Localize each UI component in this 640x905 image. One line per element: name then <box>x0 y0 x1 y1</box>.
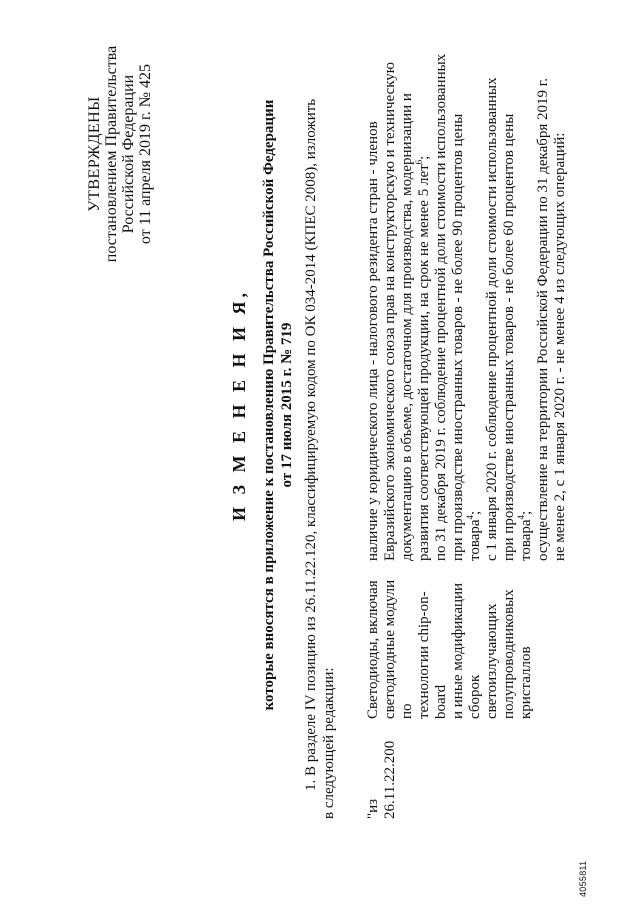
approval-line: от 11 апреля 2019 г. № 425 <box>137 63 154 245</box>
product-name-line: сборок светоизлучающих <box>467 603 500 719</box>
approval-line: постановлением Правительства <box>103 45 120 263</box>
footnote-ref: 4 <box>516 514 526 520</box>
document-title <box>228 55 296 755</box>
requirement-line: Евразийского экономического союза прав на конструкторскую и техническую <box>382 61 398 561</box>
product-name-line: кристаллов <box>518 646 534 719</box>
requirements-text <box>365 29 569 561</box>
intro-line: 1. В разделе IV позицию из 26.11.22.120, классифицируемую кодом по ОК 034-2014 (КПЕС 2008), изложить <box>303 98 319 791</box>
requirement-line: товара$^4$; <box>465 510 483 561</box>
approval-heading: УТВЕРЖДЕНЫ <box>86 96 103 212</box>
product-name-line: светодиодные модули по <box>382 579 415 719</box>
title-date: от 17 июля 2015 г. № 719 <box>279 322 295 488</box>
requirement-line: при производстве иностранных товаров - не более 60 процентов цены <box>501 113 517 561</box>
approval-line: Российской Федерации <box>120 74 137 234</box>
document-id: 4055811 <box>578 860 588 897</box>
title-heading: И З М Е Н Е Н И Я, <box>229 289 249 522</box>
product-name-line: полупроводниковых <box>501 589 517 719</box>
intro-paragraph <box>302 33 338 819</box>
requirement-text: развития соответствующей продукции, на срок не менее 5 лет <box>416 164 432 561</box>
approval-block <box>86 35 154 273</box>
requirement-line: при производстве иностранных товаров - не более 90 процентов цены <box>450 113 466 561</box>
intro-line: в следующей редакции: <box>321 667 337 819</box>
requirement-line: осуществление на территории Российской Федерации по 31 декабря 2019 г. <box>535 78 551 561</box>
product-name-line: Светодиоды, включая <box>365 580 381 719</box>
footnote-ref: 6 <box>414 159 424 165</box>
requirement-text: товара <box>467 519 483 561</box>
product-code: "из 26.11.22.200 <box>365 740 398 819</box>
footnote-ref: 4 <box>465 514 475 520</box>
product-name-line: и иные модификации <box>450 582 466 719</box>
title-subheading: которые вносятся в приложение к постановлению Правительства Российской Федерации <box>261 99 277 711</box>
requirement-line: по 31 декабря 2019 г. соблюдение процентной доли стоимости использованных <box>433 53 449 561</box>
requirement-line: документацию в объеме, достаточном для производства, модернизации и <box>399 93 415 561</box>
requirement-line: развития соответствующей продукции, на срок не менее 5 лет$^6$; <box>414 155 432 561</box>
product-name-line: технологии chip-on-board <box>416 591 449 719</box>
requirement-line: не менее 2, с 1 января 2020 г. - не менее 4 из следующих операций: <box>552 132 568 561</box>
requirement-line: товара$^4$; <box>516 510 534 561</box>
requirement-line: наличие у юридического лица - налогового резидента стран - членов <box>365 121 381 561</box>
product-name <box>365 571 535 719</box>
requirement-text: товара <box>518 519 534 561</box>
requirement-line: с 1 января 2020 г. соблюдение процентной доли стоимости использованных <box>484 77 500 561</box>
